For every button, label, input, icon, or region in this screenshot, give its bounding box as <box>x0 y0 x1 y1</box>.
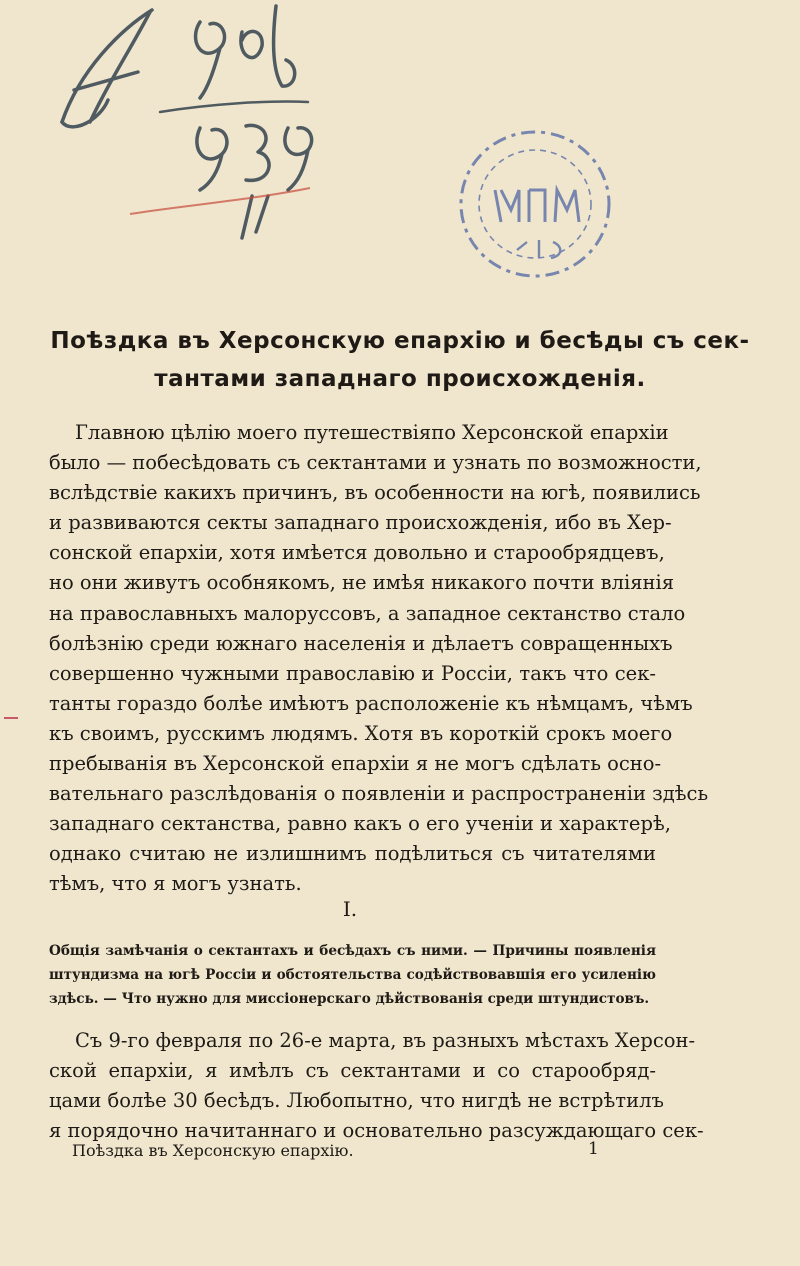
text-line: тѣмъ, что я могъ узнать. <box>49 872 302 896</box>
section-summary <box>49 939 656 1011</box>
title-line: тантами западнаго происхожденія. <box>154 366 646 392</box>
text-line: танты гораздо болѣе имѣютъ расположеніе къ нѣмцамъ, чѣмъ <box>49 691 693 715</box>
paragraph-meetings <box>49 1026 704 1146</box>
text-line: было — побесѣдовать съ сектантами и узнать по возможности, <box>49 451 702 475</box>
summary-line: штундизма на югѣ Россіи и обстоятельства содѣйствовавшія его усиленію <box>49 967 656 983</box>
section-number: I. <box>342 897 358 921</box>
text-line: цами болѣе 30 бесѣдъ. Любопытно, что нигдѣ не встрѣтилъ <box>49 1089 664 1113</box>
text-line: совершенно чужными православію и Россіи, такъ что сек- <box>49 661 656 685</box>
text-line: на православныхъ малоруссовъ, а западное сектанство стало <box>49 601 686 625</box>
text-line: однако считаю не излишнимъ подѣлиться съ читателями <box>49 842 656 866</box>
text-line: западнаго сектанства, равно какъ о его ученіи и характерѣ, <box>49 812 671 836</box>
text-line: я порядочно начитаннаго и основательно разсуждающаго сек- <box>49 1119 704 1143</box>
summary-line: Общія замѣчанія о сектантахъ и бесѣдахъ съ ними. — Причины появленія <box>49 943 656 959</box>
running-title: Поѣздка въ Херсонскую епархію. <box>72 1141 354 1160</box>
title-line: Поѣздка въ Херсонскую епархію и бесѣды съ сек- <box>50 328 750 354</box>
text-line: вслѣдствіе какихъ причинъ, въ особенности на югѣ, появились <box>49 481 701 505</box>
text-line: и развиваются секты западнаго происхожденія, ибо въ Хер- <box>49 511 672 535</box>
text-line: ской епархіи, я имѣлъ съ сектантами и со старообряд- <box>49 1059 656 1083</box>
page-number: 1 <box>588 1139 599 1159</box>
paragraph-intro <box>49 418 709 900</box>
text-line: болѣзнію среди южнаго населенія и дѣлаетъ совращенныхъ <box>49 631 673 655</box>
article-title <box>40 322 760 398</box>
text-line: Съ 9-го февраля по 26-е марта, въ разныхъ мѣстахъ Херсон- <box>75 1029 696 1052</box>
text-line: Главною цѣлію моего путешествіяпо Херсонской епархіи <box>75 421 669 444</box>
text-line: но они живутъ особнякомъ, не имѣя никакого почти вліянія <box>49 571 675 595</box>
text-line: пребыванія въ Херсонской епархіи я не могъ сдѣлать осно- <box>49 752 662 776</box>
text-line: сонской епархіи, хотя имѣется довольно и старообрядцевъ, <box>49 541 665 565</box>
handwritten-archive-mark <box>50 0 330 250</box>
text-line: къ своимъ, русскимъ людямъ. Хотя въ короткій срокъ моего <box>49 721 673 745</box>
summary-line: здѣсь. — Что нужно для миссіонерскаго дѣйствованія среди штундистовъ. <box>49 991 650 1007</box>
text-line: вательнаго разслѣдованія о появленіи и распространеніи здѣсь <box>49 782 709 806</box>
library-stamp <box>445 118 625 288</box>
margin-mark <box>4 717 18 719</box>
